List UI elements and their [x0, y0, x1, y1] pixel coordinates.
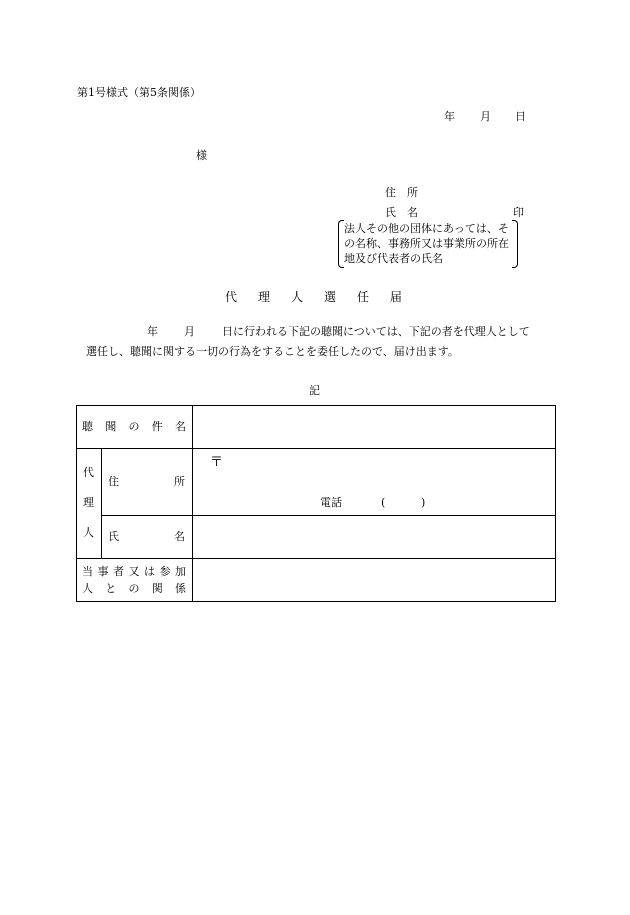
hearing-label-char: 名 [175, 420, 186, 433]
title-char: 人 [290, 290, 303, 304]
phone-close-paren: ) [421, 496, 426, 509]
body-line1: 日に行われる下記の聴聞については、下記の者を代理人として [222, 325, 530, 338]
relation-label-char: 事 [97, 565, 109, 578]
relation-label-char: 者 [113, 565, 124, 578]
title-char: 任 [356, 290, 369, 304]
agent-address-label [108, 476, 185, 487]
corporate-note-line: の名称、事務所又は事業所の所在 [344, 237, 509, 250]
agent-label-char: 代 [83, 466, 94, 479]
postal-mark: 〒 [210, 455, 224, 470]
relation-label-char: と [105, 582, 117, 595]
name-label-char: 氏 [108, 530, 119, 543]
hearing-label-char: 件 [151, 420, 163, 433]
body-year-label: 年 [147, 325, 158, 338]
title-char: 選 [323, 290, 336, 304]
seal-mark: 印 [513, 206, 524, 219]
relation-label-char: 又 [128, 565, 140, 578]
phone-open-paren: ( [381, 496, 386, 509]
relation-label-char: は [144, 565, 155, 578]
agent-label-char: 人 [83, 526, 94, 539]
document-title [225, 291, 402, 303]
relation-label-line1 [82, 566, 186, 577]
ki-heading: 記 [309, 384, 320, 397]
name-label-char: 名 [174, 530, 185, 543]
date-month-label: 月 [480, 110, 491, 123]
hearing-label-char: 聞 [105, 420, 117, 433]
body-line2: 選任し、聴聞に関する一切の行為をすることを委任したので、届け出ます。 [86, 345, 459, 358]
agent-name-value [193, 516, 555, 558]
corporate-note-bracket [338, 220, 518, 267]
hearing-label-char: 聴 [82, 420, 93, 433]
corporate-note-line: 法人その他の団体にあっては、そ [344, 222, 509, 235]
hearing-case-label [82, 421, 186, 432]
hearing-label-char: の [128, 420, 140, 433]
date-day-label: 日 [515, 110, 526, 123]
relation-label-char: 参 [159, 565, 171, 578]
relation-label-line2 [82, 583, 186, 594]
corporate-note-line: 地及び代表者の氏名 [344, 252, 443, 265]
agent-name-label [108, 531, 185, 542]
title-char: 代 [225, 290, 238, 304]
applicant-name-label: 氏 名 [385, 206, 418, 219]
relation-value [193, 559, 555, 601]
address-label-char: 所 [174, 475, 185, 488]
relation-label-char: の [128, 582, 140, 595]
relation-label-char: 係 [175, 582, 186, 595]
body-month-label: 月 [184, 325, 195, 338]
relation-label-char: 関 [151, 582, 163, 595]
relation-label-char: 当 [82, 565, 93, 578]
address-label-char: 住 [108, 475, 119, 488]
addressee-suffix: 様 [196, 149, 207, 162]
relation-label-char: 加 [175, 565, 186, 578]
title-char: 届 [389, 290, 402, 304]
applicant-address-label: 住 所 [385, 186, 418, 199]
agent-label-char: 理 [83, 496, 94, 509]
date-year-label: 年 [444, 110, 455, 123]
relation-label-char: 人 [82, 582, 93, 595]
form-number: 第1号様式（第5条関係） [77, 86, 201, 99]
hearing-case-value [193, 406, 555, 448]
title-char: 理 [257, 290, 270, 304]
phone-label: 電話 [320, 496, 342, 509]
